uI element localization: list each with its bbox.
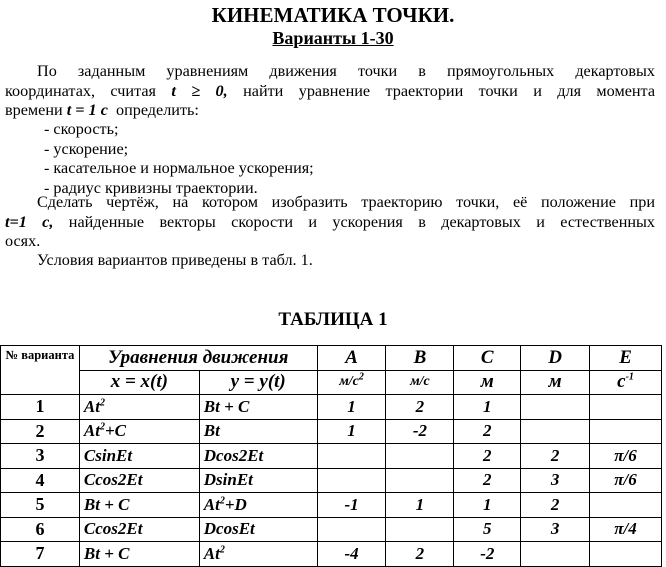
value-C: 2: [454, 468, 521, 493]
intro-line-1: По заданным уравнениям движения точки в прямоугольных декартовых: [37, 62, 655, 80]
value-B: -2: [386, 419, 454, 444]
value-B: 2: [386, 542, 454, 567]
header-equations: Уравнения движения: [79, 346, 317, 371]
y-equation: DsinEt: [199, 468, 317, 493]
x-equation: Ccos2Et: [79, 517, 199, 542]
task-item: - касательное и нормальное ускорения;: [44, 159, 314, 177]
value-A: [317, 444, 386, 469]
value-A: -4: [317, 542, 386, 567]
y-equation: $At^2+D$: [199, 493, 317, 518]
drawing-line-3: осях.: [5, 232, 41, 250]
table-row: [1, 542, 662, 567]
value-D: 3: [521, 517, 590, 542]
table-row: [1, 468, 662, 493]
value-B: 1: [386, 493, 454, 518]
value-E: [590, 395, 662, 420]
page-subtitle: Варианты 1-30: [272, 28, 394, 48]
value-E: [590, 493, 662, 518]
intro-line-2: координатах, считая t ≥ 0, найти уравнение траектории точки и для момента: [5, 81, 656, 100]
value-B: [386, 468, 454, 493]
drawing-line-1: Сделать чертёж, на котором изобразить траекторию точки, её положение при: [37, 193, 655, 211]
x-equation: Bt + C: [79, 542, 199, 567]
value-D: 3: [521, 468, 590, 493]
value-B: 2: [386, 395, 454, 420]
unit-E: $с^{-1}$: [590, 370, 662, 395]
table-row: [1, 517, 662, 542]
value-B: [386, 444, 454, 469]
value-D: [521, 395, 590, 420]
header-y: y = y(t): [199, 370, 317, 395]
drawing-line-2: t=1 с, найденные векторы скорости и ускорения в декартовых и естественных: [5, 212, 655, 231]
variant-number: 3: [1, 444, 80, 469]
value-C: 2: [454, 419, 521, 444]
header-variant-number: № варианта: [1, 346, 80, 395]
value-A: 1: [317, 395, 386, 420]
unit-A: $м/с^2$: [317, 370, 386, 395]
value-D: 2: [521, 444, 590, 469]
header-E: E: [590, 346, 662, 371]
task-item: - радиус кривизны траектории.: [44, 178, 258, 197]
value-C: 2: [454, 444, 521, 469]
x-equation: $At^2+C$: [79, 419, 199, 444]
value-E: π/4: [590, 517, 662, 542]
table-row: [1, 395, 662, 420]
variant-number: 1: [1, 395, 80, 420]
unit-C: м: [454, 370, 521, 395]
value-C: 1: [454, 493, 521, 518]
drawing-paragraph: [5, 193, 655, 252]
value-E: [590, 419, 662, 444]
value-D: 2: [521, 493, 590, 518]
table-units-row: [1, 370, 662, 395]
variant-number: 6: [1, 517, 80, 542]
table-caption: ТАБЛИЦА 1: [278, 309, 388, 330]
value-C: 5: [454, 517, 521, 542]
variant-number: 7: [1, 542, 80, 567]
value-C: 1: [454, 395, 521, 420]
value-A: [317, 468, 386, 493]
task-item: - скорость;: [44, 120, 119, 138]
y-equation: Bt: [199, 419, 317, 444]
table-header-row: [1, 346, 662, 371]
note-paragraph: Условия вариантов приведены в табл. 1.: [37, 251, 313, 269]
header-D: D: [521, 346, 590, 371]
task-item: - ускорение;: [44, 139, 129, 158]
header-x: x = x(t): [79, 370, 199, 395]
intro-paragraph: [5, 62, 655, 121]
y-equation: At$^2$: [199, 542, 317, 567]
intro-line-3: времени t = 1 с определить:: [5, 101, 199, 119]
variant-number: 2: [1, 419, 80, 444]
value-A: 1: [317, 419, 386, 444]
unit-D: м: [521, 370, 590, 395]
task-list: [44, 120, 314, 198]
header-B: B: [386, 346, 454, 371]
value-B: [386, 517, 454, 542]
header-C: C: [454, 346, 521, 371]
variant-number: 4: [1, 468, 80, 493]
table-row: [1, 419, 662, 444]
y-equation: Dcos2Et: [199, 444, 317, 469]
value-E: π/6: [590, 444, 662, 469]
value-A: [317, 517, 386, 542]
header-A: A: [317, 346, 386, 371]
value-E: π/6: [590, 468, 662, 493]
x-equation: Bt + C: [79, 493, 199, 518]
variant-number: 5: [1, 493, 80, 518]
value-A: -1: [317, 493, 386, 518]
value-C: -2: [454, 542, 521, 567]
value-D: [521, 542, 590, 567]
y-equation: DcosEt: [199, 517, 317, 542]
x-equation: Ccos2Et: [79, 468, 199, 493]
table-row: [1, 493, 662, 518]
value-D: [521, 419, 590, 444]
page-title: КИНЕМАТИКА ТОЧКИ.: [211, 3, 455, 27]
value-E: [590, 542, 662, 567]
variants-table: [0, 345, 662, 567]
x-equation: CsinEt: [79, 444, 199, 469]
x-equation: At$^2$: [79, 395, 199, 420]
table-row: [1, 444, 662, 469]
y-equation: Bt + C: [199, 395, 317, 420]
unit-B: м/с: [386, 370, 454, 395]
